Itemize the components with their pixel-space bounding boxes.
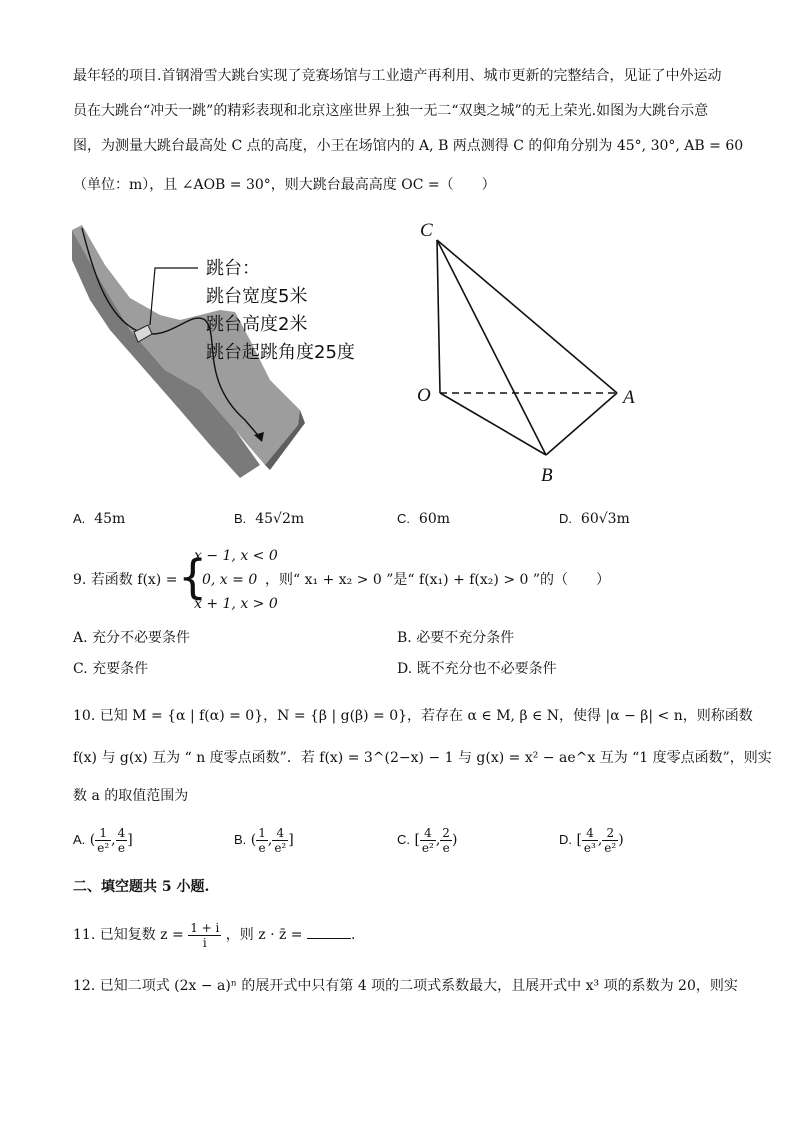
q10-option-b <box>234 820 294 860</box>
q9-case-1: x − 1, x < 0 <box>194 548 278 564</box>
q10-text-line-2: f(x) 与 g(x) 互为 “ n 度零点函数”．若 f(x) = 3^(2−x) − 1 与 g(x) = x² − ae^x 互为 “1 度零点函数”，则实 <box>73 750 772 766</box>
q11-prefix: 11. 已知复数 z = <box>73 927 184 943</box>
q8-text-line-2: 员在大跳台“冲天一跳”的精彩表现和北京这座世界上独一无二“双奥之城”的无上荣光.如图为大跳台示意 <box>73 103 709 119</box>
q10-option-d-interval: [ $\frac{4}{\text{e³}}$ , $\frac{2}{\text{e²}}$ ) <box>576 825 624 855</box>
q11-frac-den: i <box>202 935 207 950</box>
q11-line <box>73 915 355 955</box>
q9-prefix: 9. 若函数 f(x) = <box>73 572 178 588</box>
option-a-label: A. <box>73 511 86 526</box>
option-d-label: D. <box>559 511 572 526</box>
edge-CA <box>437 240 617 393</box>
q10-option-b-interval: ( $\frac{1}{e}$ , $\frac{4}{\text{e²}}$ ] <box>250 825 294 855</box>
figure-angle-label: 跳台起跳角度25度 <box>206 342 355 363</box>
q9-suffix: ，则“ x₁ + x₂ > 0 ”是“ f(x₁) + f(x₂) > 0 ”的（ ） <box>265 572 611 588</box>
geometry-figure <box>410 215 660 490</box>
q10-option-c-label: C. <box>397 832 410 847</box>
q9-option-a: A. 充分不必要条件 <box>73 630 191 646</box>
q9-option-b: B. 必要不充分条件 <box>397 630 515 646</box>
q12-text-line-1: 12. 已知二项式 (2x − a)ⁿ 的展开式中只有第 4 项的二项式系数最大，且展开式中 x³ 项的系数为 20，则实 <box>73 978 738 994</box>
q10-option-a-interval: ( $\frac{1}{\text{e²}}$ , $\frac{4}{e}$ ] <box>89 825 133 855</box>
q10-option-b-label: B. <box>234 832 247 847</box>
option-a-value: 45m <box>94 511 126 527</box>
q11-end: . <box>350 927 356 943</box>
q8-option-d <box>559 509 630 529</box>
figure-height-label: 跳台高度2米 <box>206 314 308 335</box>
q9-case-2: 0, x = 0 <box>202 572 258 588</box>
q10-option-c-interval: [ $\frac{4}{\text{e²}}$ , $\frac{2}{e}$ ) <box>414 825 458 855</box>
q8-option-b <box>234 509 304 529</box>
option-d-value: 60√3m <box>580 511 630 527</box>
section-2-heading: 二、填空题共 5 小题. <box>73 879 210 895</box>
point-label-A: A <box>623 387 635 408</box>
q11-frac-num: 1 + i <box>190 920 220 935</box>
q10-text-line-3: 数 a 的取值范围为 <box>73 788 189 804</box>
figure-title: 跳台： <box>206 258 260 279</box>
q10-option-d-label: D. <box>559 832 572 847</box>
point-label-B: B <box>541 465 553 486</box>
figure-width-label: 跳台宽度5米 <box>206 286 308 307</box>
edge-AB <box>546 393 617 455</box>
q8-text-line-1: 最年轻的项目.首钢滑雪大跳台实现了竞赛场馆与工业遗产再利用、城市更新的完整结合，见证了中外运动 <box>73 68 722 84</box>
point-label-O: O <box>417 385 431 406</box>
option-c-label: C. <box>397 511 410 526</box>
point-label-C: C <box>420 220 433 241</box>
option-b-value: 45√2m <box>255 511 305 527</box>
q10-option-c <box>397 820 457 860</box>
option-c-value: 60m <box>418 511 450 527</box>
q9-case-3: x + 1, x > 0 <box>194 596 278 612</box>
q10-option-a <box>73 820 133 860</box>
edge-CO <box>437 240 440 393</box>
option-b-label: B. <box>234 511 247 526</box>
q11-suffix: ，则 z · z̄ = <box>225 927 303 943</box>
q8-option-a <box>73 509 125 529</box>
q9-option-d: D. 既不充分也不必要条件 <box>397 661 557 677</box>
ski-jump-figure <box>70 220 400 480</box>
q10-option-a-label: A. <box>73 832 86 847</box>
q8-text-line-3: 图，为测量大跳台最高处 C 点的高度，小王在场馆内的 A, B 两点测得 C 的仰角分别为 45°, 30°, AB = 60 <box>73 138 744 154</box>
q9-piecewise-brace: { <box>178 550 208 604</box>
q10-text-line-1: 10. 已知 M = {α | f(α) = 0}，N = {β | g(β) = 0}，若存在 α ∈ M, β ∈ N，使得 |α − β| < n，则称函数 <box>73 708 753 724</box>
q11-answer-blank[interactable] <box>307 924 351 939</box>
q10-option-d <box>559 820 624 860</box>
q8-option-c <box>397 509 450 529</box>
q8-text-line-4: （单位：m），且 ∠AOB = 30°，则大跳台最高高度 OC =（ ） <box>73 177 496 193</box>
q9-option-c: C. 充要条件 <box>73 661 149 677</box>
q11-fraction <box>188 921 221 950</box>
